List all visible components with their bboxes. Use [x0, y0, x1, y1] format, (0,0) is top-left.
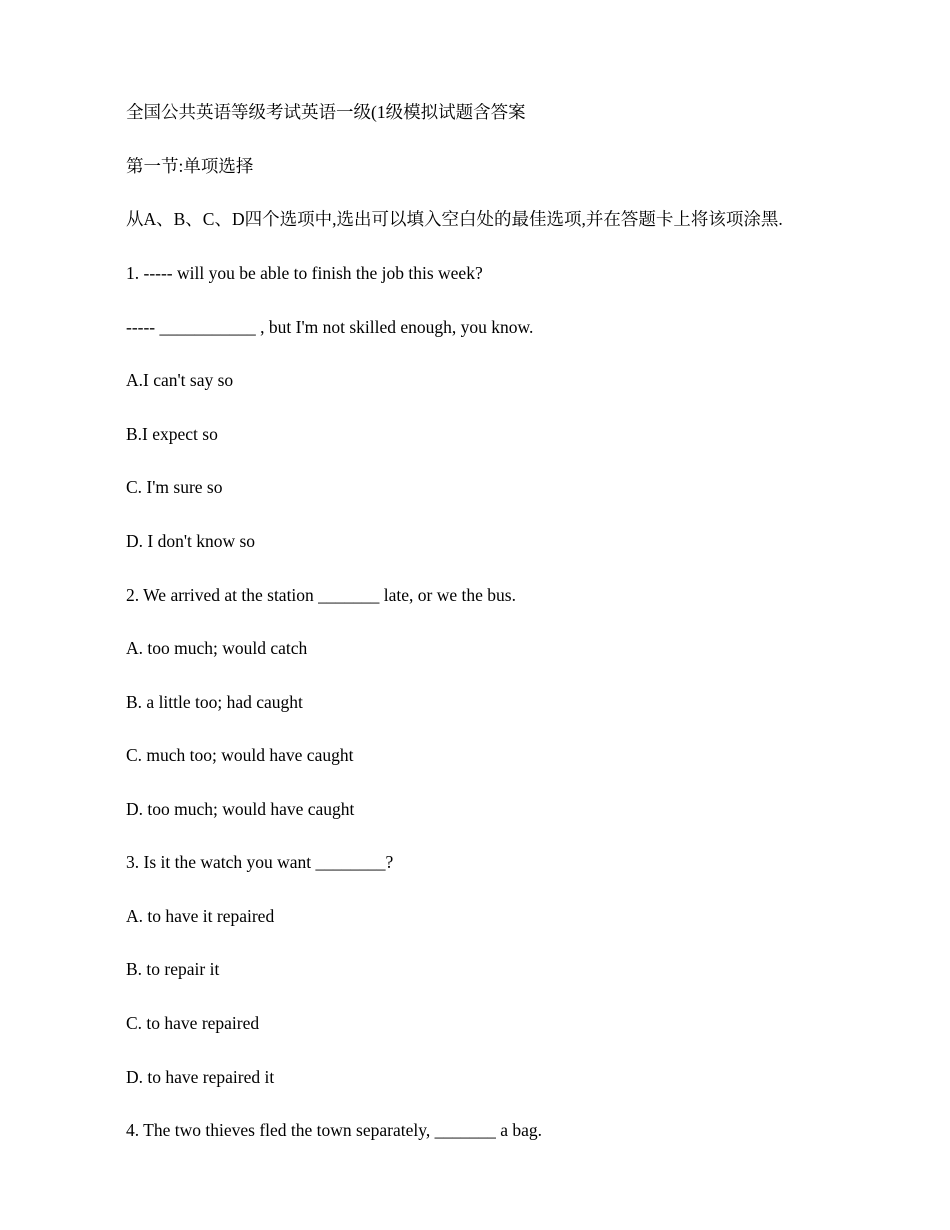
question-1-option-a: A.I can't say so [126, 370, 234, 390]
question-1-stem-reply: ----- ___________ , but I'm not skilled enough, you know. [126, 317, 534, 337]
question-1-option-b: B.I expect so [126, 424, 218, 444]
question-1-option-c: C. I'm sure so [126, 477, 223, 497]
instructions-text: 从A、B、C、D四个选项中,选出可以填入空白处的最佳选项,并在答题卡上将该项涂黑. [126, 209, 783, 229]
question-3-option-b: B. to repair it [126, 959, 220, 979]
document-title: 全国公共英语等级考试英语一级(1级模拟试题含答案 [126, 102, 526, 122]
section-heading: 第一节:单项选择 [126, 156, 254, 176]
question-1-option-d: D. I don't know so [126, 531, 256, 551]
question-2-option-b: B. a little too; had caught [126, 692, 303, 712]
question-1-stem: 1. ----- will you be able to finish the job this week? [126, 263, 483, 283]
question-3-stem: 3. Is it the watch you want ________? [126, 852, 394, 872]
question-3-option-d: D. to have repaired it [126, 1067, 275, 1087]
question-2-stem: 2. We arrived at the station _______ late, or we the bus. [126, 585, 516, 605]
question-3-option-c: C. to have repaired [126, 1013, 260, 1033]
question-4-stem: 4. The two thieves fled the town separately, _______ a bag. [126, 1120, 543, 1140]
question-2-option-c: C. much too; would have caught [126, 745, 354, 765]
question-2-option-d: D. too much; would have caught [126, 799, 355, 819]
question-2-option-a: A. too much; would catch [126, 638, 308, 658]
question-3-option-a: A. to have it repaired [126, 906, 275, 926]
